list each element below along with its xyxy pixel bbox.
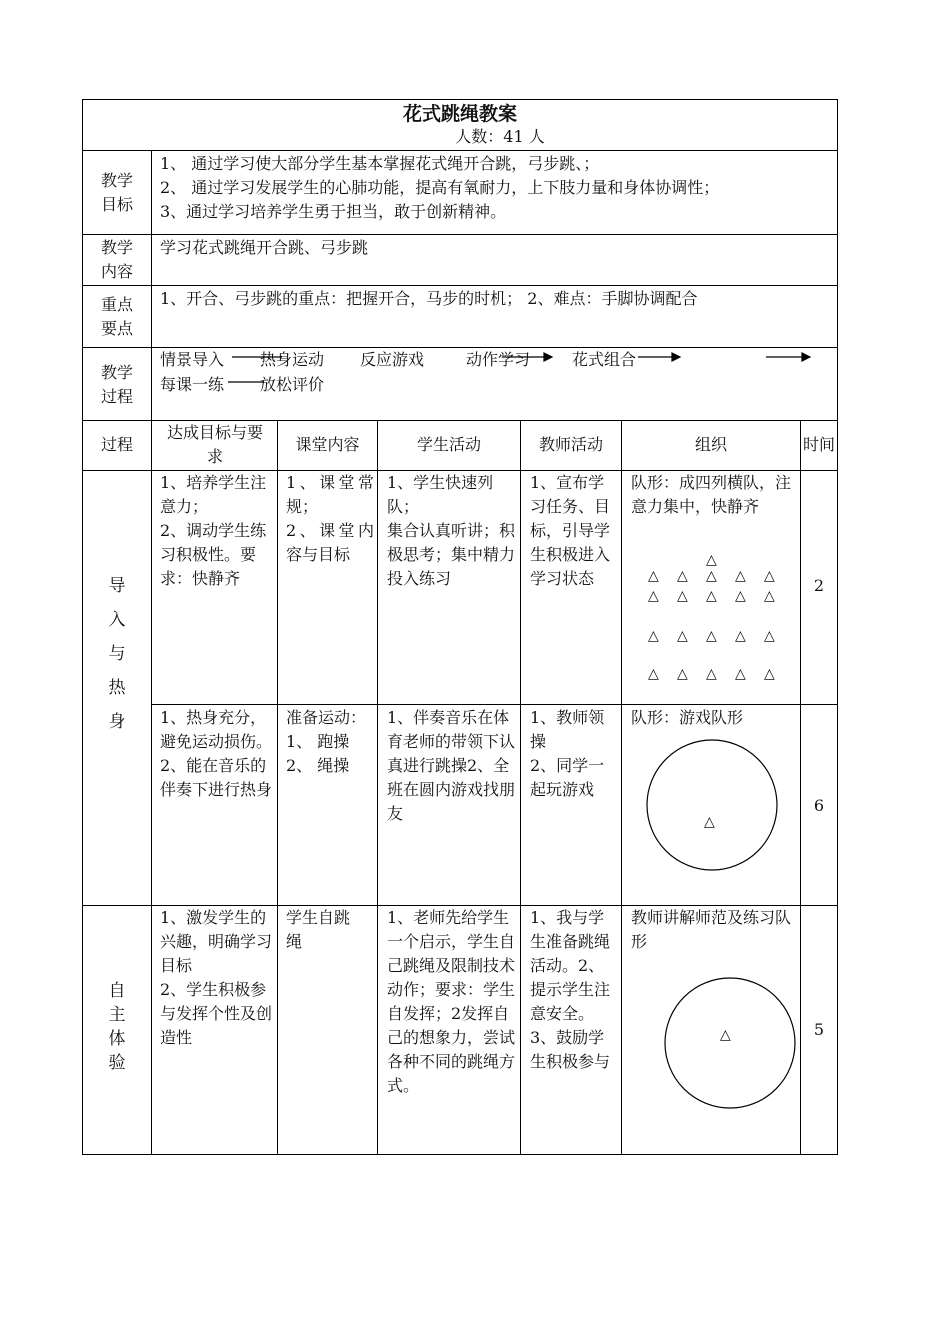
student-marker: △ — [735, 628, 746, 644]
student-marker: △ — [735, 588, 746, 604]
student-marker: △ — [648, 628, 659, 644]
formation-four-lines — [622, 549, 800, 689]
row-content: 学生自跳绳 — [286, 908, 351, 951]
header-goal: 达成目标与要求 — [166, 423, 263, 466]
key-label-text: 重点 要点 — [100, 295, 133, 338]
row-content: 准备运动： 1、 跑操 2、 绳操 — [286, 708, 367, 775]
student-marker: △ — [648, 568, 659, 584]
row-time: 6 — [813, 796, 825, 815]
student-marker: △ — [648, 588, 659, 604]
process-arrows — [82, 99, 838, 419]
header-content: 课堂内容 — [295, 435, 360, 454]
page-title: 花式跳绳教案 — [402, 103, 517, 125]
rule — [277, 420, 278, 1155]
row-teacher: 1、我与学生准备跳绳活动。2、提示学生注意安全。3、鼓励学生积极参与 — [530, 908, 611, 1071]
rule — [377, 420, 378, 1155]
row-student: 1、老师先给学生一个启示，学生自己跳绳及限制技术动作；要求：学生自发挥；2发挥自己的想象力，尝试各种不同的跳绳方式。 — [387, 908, 516, 1095]
student-marker: △ — [735, 666, 746, 682]
header-student: 学生活动 — [416, 435, 481, 454]
stage-label — [83, 979, 151, 1075]
student-marker: △ — [706, 628, 717, 644]
row-org: 队形：成四列横队，注意力集中，快静齐 — [631, 473, 792, 516]
row-student: 1、伴奏音乐在体育老师的带领下认真进行跳操2、全班在圆内游戏找朋友 — [387, 708, 516, 823]
header-stage: 过程 — [100, 435, 133, 454]
process-step: 放松评价 — [260, 375, 325, 394]
goal-line: 1、 通过学习使大部分学生基本掌握花式绳开合跳，弓步跳、； — [160, 154, 600, 173]
practice-formation-circle — [664, 977, 796, 1109]
rule — [621, 420, 622, 1155]
teacher-marker: △ — [704, 814, 715, 830]
process-label-text: 教学 过程 — [100, 363, 133, 406]
process-step: 情景导入 — [160, 350, 225, 369]
content-label-text: 教学 内容 — [100, 238, 133, 281]
header-teacher: 教师活动 — [538, 435, 603, 454]
student-marker: △ — [706, 568, 717, 584]
rule — [151, 704, 838, 705]
row-org: 队形：游戏队形 — [631, 708, 744, 727]
lesson-plan-table — [82, 99, 838, 1155]
game-formation-circle — [646, 739, 778, 871]
process-step: 热身运动 — [260, 350, 325, 369]
row-content: 1、课堂常规； 2、课堂内容与目标 — [286, 473, 374, 564]
header-time: 时间 — [803, 435, 836, 454]
row-student: 1、学生快速列队； 集合认真听讲；积极思考；集中精力投入练习 — [387, 473, 516, 588]
stage-label-text: 导 入 与 热 身 — [108, 576, 126, 732]
student-marker: △ — [735, 568, 746, 584]
goal-label-text: 教学 目标 — [100, 171, 133, 214]
goal-line: 3、通过学习培养学生勇于担当，敢于创新精神。 — [160, 202, 507, 221]
process-step: 花式组合 — [572, 350, 637, 369]
rule — [520, 420, 521, 1155]
content-text: 学习花式跳绳开合跳、弓步跳 — [160, 238, 369, 257]
header-org: 组织 — [694, 435, 727, 454]
row-time: 5 — [813, 1020, 825, 1039]
student-marker: △ — [706, 588, 717, 604]
student-marker: △ — [764, 588, 775, 604]
process-step: 反应游戏 — [360, 350, 425, 369]
row-teacher: 1、宣布学习任务、目标，引导学生积极进入学习状态 — [530, 473, 611, 588]
student-marker: △ — [764, 628, 775, 644]
headcount: 人数：41 人 — [455, 127, 545, 146]
student-marker: △ — [677, 666, 688, 682]
row-teacher: 1、教师领操 2、同学一起玩游戏 — [530, 708, 605, 799]
rule — [82, 1154, 838, 1155]
row-org: 教师讲解师范及练习队形 — [631, 908, 792, 951]
stage-label-text: 自 主 体 验 — [108, 981, 126, 1073]
student-marker: △ — [677, 588, 688, 604]
row-goal: 1、激发学生的兴趣，明确学习目标 2、学生积极参与发挥个性及创造性 — [160, 908, 273, 1047]
student-marker: △ — [764, 666, 775, 682]
key-text: 1、开合、弓步跳的重点：把握开合，马步的时机； 2、难点：手脚协调配合 — [160, 289, 698, 308]
teacher-marker: △ — [706, 552, 717, 568]
teacher-marker: △ — [720, 1027, 731, 1043]
student-marker: △ — [677, 568, 688, 584]
student-marker: △ — [706, 666, 717, 682]
stage-label — [83, 569, 151, 739]
process-step: 动作学习 — [466, 350, 531, 369]
row-time: 2 — [813, 576, 825, 595]
student-marker: △ — [764, 568, 775, 584]
goal-line: 2、 通过学习发展学生的心肺功能，提高有氧耐力，上下肢力量和身体协调性； — [160, 178, 720, 197]
student-marker: △ — [648, 666, 659, 682]
row-goal: 1、培养学生注意力； 2、调动学生练习积极性。要求：快静齐 — [160, 473, 267, 588]
row-goal: 1、热身充分，避免运动损伤。 2、能在音乐的伴奏下进行热身 — [160, 708, 273, 799]
student-marker: △ — [677, 628, 688, 644]
process-step: 每课一练 — [160, 375, 225, 394]
